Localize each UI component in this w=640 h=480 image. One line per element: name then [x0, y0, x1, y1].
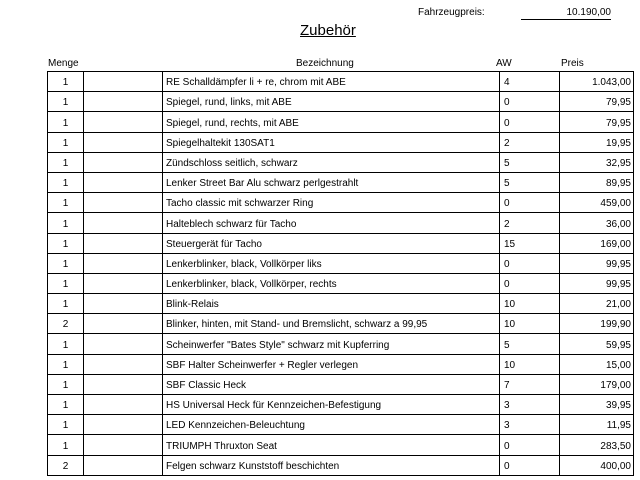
cell-empty [84, 173, 163, 192]
cell-preis: 99,95 [605, 258, 631, 270]
cell-preis: 39,95 [605, 400, 631, 412]
table-row [47, 395, 634, 415]
cell-aw: 0 [500, 112, 560, 131]
cell-preis: 36,00 [605, 218, 631, 230]
column-header-menge: Menge [48, 58, 79, 69]
cell-empty [84, 254, 163, 273]
cell-bezeichnung: Lenkerblinker, black, Vollkörper liks [163, 254, 500, 273]
table-row [47, 456, 634, 476]
cell-aw: 0 [500, 435, 560, 454]
cell-empty [84, 234, 163, 253]
cell-empty [84, 395, 163, 414]
cell-preis: 400,00 [600, 460, 631, 472]
cell-preis: 283,50 [600, 440, 631, 452]
table-row [47, 173, 634, 193]
table-row [47, 234, 634, 254]
cell-empty [84, 375, 163, 394]
cell-bezeichnung: Steuergerät für Tacho [163, 234, 500, 253]
cell-bezeichnung: Spiegel, rund, rechts, mit ABE [163, 112, 500, 131]
accessories-table [47, 71, 634, 476]
cell-menge: 1 [48, 92, 84, 111]
cell-aw: 10 [500, 355, 560, 374]
cell-preis: 199,90 [600, 319, 631, 331]
cell-empty [84, 294, 163, 313]
column-header-preis: Preis [561, 58, 584, 69]
cell-empty [84, 334, 163, 353]
cell-preis: 89,95 [605, 178, 631, 190]
cell-bezeichnung: Blinker, hinten, mit Stand- und Bremslicht, schwarz a 99,95 [163, 314, 500, 333]
cell-menge: 1 [48, 375, 84, 394]
table-row [47, 153, 634, 173]
cell-bezeichnung: Scheinwerfer "Bates Style" schwarz mit Kupferring [163, 334, 500, 353]
cell-preis: 21,00 [605, 299, 631, 311]
cell-empty [84, 274, 163, 293]
cell-aw: 3 [500, 395, 560, 414]
cell-aw: 5 [500, 173, 560, 192]
cell-empty [84, 133, 163, 152]
cell-preis: 79,95 [605, 97, 631, 109]
table-row [47, 193, 634, 213]
cell-aw: 10 [500, 314, 560, 333]
cell-empty [84, 355, 163, 374]
cell-aw: 2 [500, 133, 560, 152]
cell-menge: 1 [48, 112, 84, 131]
cell-bezeichnung: SBF Classic Heck [163, 375, 500, 394]
table-row [47, 72, 634, 92]
cell-bezeichnung: Spiegelhaltekit 130SAT1 [163, 133, 500, 152]
cell-empty [84, 112, 163, 131]
table-row [47, 92, 634, 112]
cell-menge: 1 [48, 133, 84, 152]
cell-aw: 5 [500, 153, 560, 172]
cell-aw: 4 [500, 72, 560, 91]
cell-bezeichnung: RE Schalldämpfer li + re, chrom mit ABE [163, 72, 500, 91]
cell-bezeichnung: TRIUMPH Thruxton Seat [163, 435, 500, 454]
cell-aw: 15 [500, 234, 560, 253]
cell-menge: 1 [48, 415, 84, 434]
cell-bezeichnung: Spiegel, rund, links, mit ABE [163, 92, 500, 111]
cell-menge: 1 [48, 193, 84, 212]
column-header-bezeichnung: Bezeichnung [296, 58, 354, 69]
table-row [47, 415, 634, 435]
table-row [47, 355, 634, 375]
cell-empty [84, 415, 163, 434]
cell-bezeichnung: Tacho classic mit schwarzer Ring [163, 193, 500, 212]
cell-preis: 15,00 [605, 359, 631, 371]
table-row [47, 213, 634, 233]
cell-bezeichnung: HS Universal Heck für Kennzeichen-Befestigung [163, 395, 500, 414]
cell-aw: 0 [500, 193, 560, 212]
cell-empty [84, 213, 163, 232]
page-title: Zubehör [300, 22, 356, 39]
cell-menge: 1 [48, 395, 84, 414]
cell-empty [84, 153, 163, 172]
cell-aw: 2 [500, 213, 560, 232]
cell-preis: 1.043,00 [592, 77, 631, 89]
cell-menge: 1 [48, 254, 84, 273]
cell-preis: 19,95 [605, 137, 631, 149]
cell-aw: 0 [500, 456, 560, 475]
table-row [47, 294, 634, 314]
table-row [47, 133, 634, 153]
table-row [47, 435, 634, 455]
cell-preis: 32,95 [605, 157, 631, 169]
cell-preis: 99,95 [605, 279, 631, 291]
cell-aw: 5 [500, 334, 560, 353]
cell-menge: 1 [48, 334, 84, 353]
cell-empty [84, 456, 163, 475]
cell-bezeichnung: SBF Halter Scheinwerfer + Regler verlegen [163, 355, 500, 374]
cell-bezeichnung: Felgen schwarz Kunststoff beschichten [163, 456, 500, 475]
cell-preis: 169,00 [600, 238, 631, 250]
cell-bezeichnung: Blink-Relais [163, 294, 500, 313]
cell-menge: 1 [48, 234, 84, 253]
cell-menge: 1 [48, 435, 84, 454]
cell-empty [84, 92, 163, 111]
cell-empty [84, 314, 163, 333]
cell-menge: 1 [48, 294, 84, 313]
cell-bezeichnung: Halteblech schwarz für Tacho [163, 213, 500, 232]
table-row [47, 254, 634, 274]
cell-menge: 1 [48, 213, 84, 232]
cell-menge: 1 [48, 355, 84, 374]
cell-menge: 2 [48, 456, 84, 475]
cell-preis: 179,00 [600, 380, 631, 391]
cell-menge: 1 [48, 173, 84, 192]
table-row [47, 314, 634, 334]
cell-preis: 59,95 [605, 339, 631, 351]
cell-bezeichnung: Zündschloss seitlich, schwarz [163, 153, 500, 172]
cell-aw: 0 [500, 254, 560, 273]
cell-menge: 1 [48, 274, 84, 293]
table-row [47, 334, 634, 354]
table-row [47, 375, 634, 395]
cell-aw: 3 [500, 415, 560, 434]
cell-preis: 11,95 [606, 420, 631, 432]
cell-empty [84, 435, 163, 454]
cell-aw: 10 [500, 294, 560, 313]
cell-menge: 1 [48, 72, 84, 91]
cell-bezeichnung: Lenkerblinker, black, Vollkörper, rechts [163, 274, 500, 293]
cell-preis: 459,00 [600, 198, 631, 210]
cell-bezeichnung: Lenker Street Bar Alu schwarz perlgestrahlt [163, 173, 500, 192]
cell-aw: 0 [500, 274, 560, 293]
cell-empty [84, 72, 163, 91]
cell-bezeichnung: LED Kennzeichen-Beleuchtung [163, 415, 500, 434]
cell-menge: 1 [48, 153, 84, 172]
cell-empty [84, 193, 163, 212]
cell-menge: 2 [48, 314, 84, 333]
vehicle-price-value: 10.190,00 [521, 7, 611, 20]
table-row [47, 274, 634, 294]
table-row [47, 112, 634, 132]
cell-preis: 79,95 [605, 117, 631, 129]
column-header-aw: AW [496, 58, 512, 69]
vehicle-price-label: Fahrzeugpreis: [418, 7, 485, 18]
cell-aw: 0 [500, 92, 560, 111]
cell-aw: 7 [500, 375, 560, 394]
